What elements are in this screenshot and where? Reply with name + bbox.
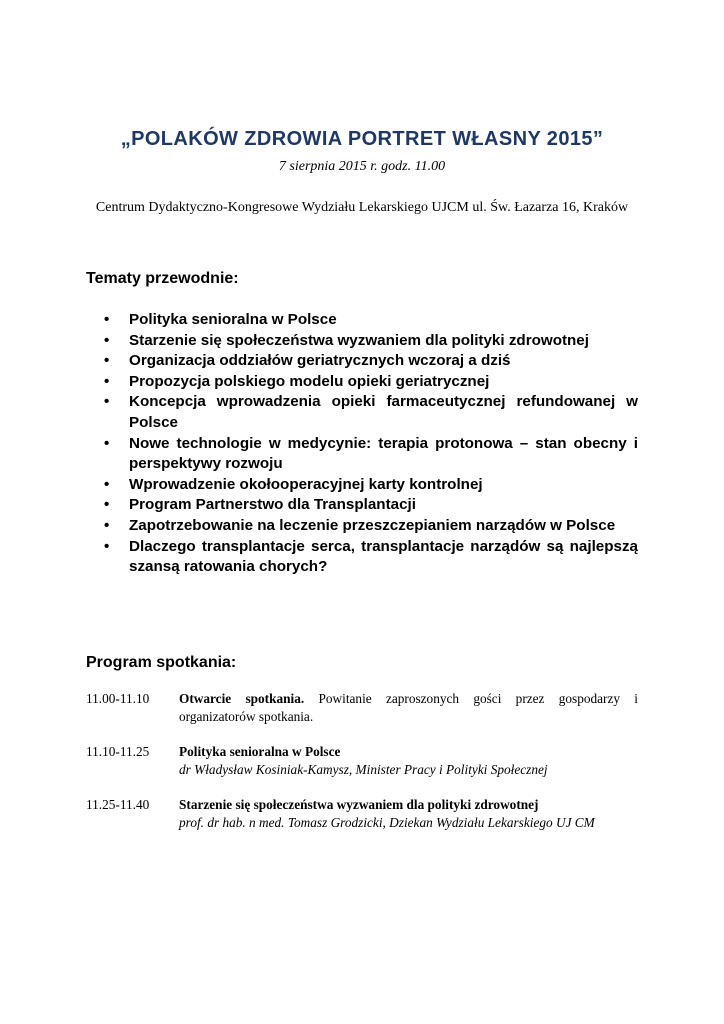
event-venue: Centrum Dydaktyczno-Kongresowe Wydziału Lekarskiego UJCM ul. Św. Łazarza 16, Kraków [95,200,629,215]
table-row [86,743,638,779]
topic-text: Propozycja polskiego modelu opieki geriatrycznej [129,372,490,390]
program-heading: Program spotkania: [86,654,237,671]
program-time: 11.10-11.25 [86,744,150,759]
topic-text: Program Partnerstwo dla Transplantacji [129,496,416,514]
table-row [86,796,638,832]
program-item-details: Powitanie zaproszonych gości przez gospodarzy i organizatorów spotkania. [179,691,638,724]
program-description [179,743,638,779]
topic-text: Polityka senioralna w Polsce [129,311,337,328]
program-time: 11.00-11.10 [86,691,150,706]
list-item [86,495,638,516]
list-item [86,372,638,393]
program-table [86,690,638,849]
bullet-icon: • [104,496,110,514]
topic-text: Dlaczego transplantacje serca, transplantacje narządów są najlepszą szansą ratowania chorych? [129,537,638,576]
list-item [86,475,638,496]
topics-list [86,310,638,578]
bullet-icon: • [104,352,110,370]
program-time: 11.25-11.40 [86,797,150,812]
list-item [86,392,638,433]
program-item-title: Starzenie się społeczeństwa wyzwaniem dla polityki zdrowotnej [179,797,539,812]
document-title: „POLAKÓW ZDROWIA PORTRET WŁASNY 2015” [120,128,604,150]
program-item-title: Polityka senioralna w Polsce [179,744,341,759]
program-item-title: Otwarcie spotkania. [179,691,305,706]
list-item [86,516,638,537]
bullet-icon: • [104,393,110,411]
list-item [86,351,638,372]
topic-text: Zapotrzebowanie na leczenie przeszczepianiem narządów w Polsce [129,516,616,534]
program-item-speaker: prof. dr hab. n med. Tomasz Grodzicki, Dziekan Wydziału Lekarskiego UJ CM [179,815,595,830]
list-item [86,537,638,578]
list-item [86,331,638,352]
event-date: 7 sierpnia 2015 r. godz. 11.00 [278,159,446,174]
topic-text: Koncepcja wprowadzenia opieki farmaceutycznej refundowanej w Polsce [129,393,638,431]
bullet-icon: • [104,434,110,452]
bullet-icon: • [104,372,110,390]
program-description [179,796,638,832]
bullet-icon: • [104,475,110,493]
topic-text: Wprowadzenie okołooperacyjnej karty kontrolnej [129,475,483,493]
table-row [86,690,638,726]
program-item-speaker: dr Władysław Kosiniak-Kamysz, Minister Pracy i Polityki Społecznej [179,762,548,777]
list-item [86,310,638,331]
program-description [179,690,638,726]
bullet-icon: • [104,311,110,328]
topic-text: Nowe technologie w medycynie: terapia protonowa – stan obecny i perspektywy rozwoju [129,434,638,473]
bullet-icon: • [104,537,110,555]
topic-text: Starzenie się społeczeństwa wyzwaniem dla polityki zdrowotnej [129,331,589,349]
list-item [86,434,638,475]
topic-text: Organizacja oddziałów geriatrycznych wczoraj a dziś [129,352,511,370]
bullet-icon: • [104,331,110,349]
topics-heading: Tematy przewodnie: [86,270,239,287]
bullet-icon: • [104,516,110,534]
